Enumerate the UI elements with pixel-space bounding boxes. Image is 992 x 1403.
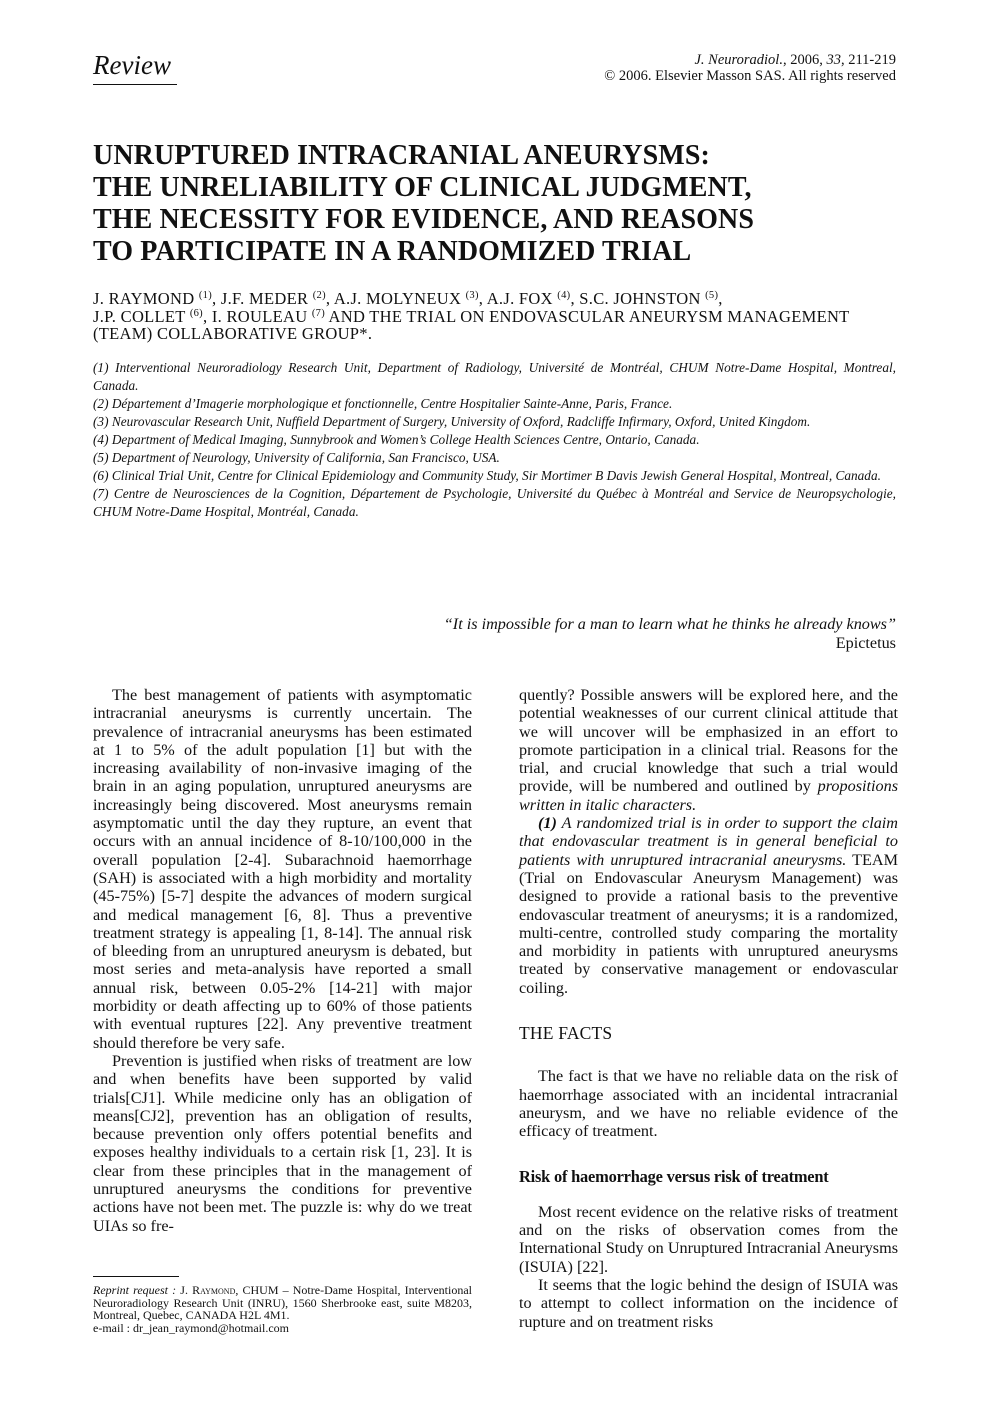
title-line: THE UNRELIABILITY OF CLINICAL JUDGMENT,: [93, 172, 752, 203]
footnote-address: , CHUM – Notre-Dame Hospital, Interventional Neuroradiology Research Unit (INRU), 1560 Sherbrooke east, suite M8203, Montreal, Quebec, CANADA H2L 4M1.: [93, 1283, 472, 1323]
affiliation: (2) Département d’Imagerie morphologique et fonctionnelle, Centre Hospitalier Sainte-Anne, Paris, France.: [93, 396, 673, 411]
author: J.P. COLLET: [93, 306, 186, 326]
journal-pages: , 211-219: [840, 52, 896, 68]
proposition-text: A randomized trial is in order to support the claim that endovascular treatment is in general beneficial to patients with unruptured intracranial aneurysms.: [519, 814, 898, 869]
title-line: UNRUPTURED INTRACRANIAL ANEURYSMS:: [93, 140, 710, 171]
body-paragraph: [519, 686, 898, 814]
author: , S.C. JOHNSTON: [570, 289, 701, 308]
footnote-divider: [93, 1276, 179, 1277]
footnote-label: Reprint request :: [93, 1283, 181, 1297]
author-separator: ,: [718, 289, 723, 308]
body-column-left: [93, 686, 472, 1235]
journal-volume: 33: [826, 52, 841, 68]
affiliation-marker: (4): [557, 290, 571, 301]
section-label: Review: [93, 50, 171, 80]
journal-year: , 2006,: [782, 52, 827, 68]
affiliation: (7) Centre de Neurosciences de la Cognition, Département de Psychologie, Université du Québec à Montréal and Service de Neuropsychologie, CHUM Notre-Dame Hospital, Montréal, Canada.: [93, 486, 896, 519]
title-line: TO PARTICIPATE IN A RANDOMIZED TRIAL: [93, 236, 692, 267]
body-column-right: [519, 686, 898, 1331]
affiliation: (5) Department of Neurology, University of California, San Francisco, USA.: [93, 450, 500, 465]
affiliation-marker: (3): [465, 290, 479, 301]
footnote-author: J. Raymond: [180, 1283, 236, 1297]
collaborative-group: AND THE TRIAL ON ENDOVASCULAR ANEURYSM MANAGEMENT (TEAM) COLLABORATIVE GROUP*.: [93, 306, 850, 344]
body-paragraph: Prevention is justified when risks of treatment are low and when benefits have been supported by valid trials[CJ1]. While medicine only has an obligation of means[CJ2], prevention has an obligation of results, because prevention only offers potential benefits and exposes healthy individuals to a certain risk [1, 23]. It is clear from these principles that in the management of unruptured aneurysms the conditions for preventive actions have not been met. The puzzle is: why do we treat UIAs so fre-: [93, 1051, 472, 1235]
affiliation: (4) Department of Medical Imaging, Sunnybrook and Women’s College Health Sciences Centre, Ontario, Canada.: [93, 432, 700, 447]
article-title: [93, 140, 893, 268]
body-paragraph: It seems that the logic behind the design of ISUIA was to attempt to collect information on the incidence of rupture and on treatment risks: [519, 1276, 898, 1331]
paragraph-text: quently? Possible answers will be explored here, and the potential weaknesses of our current clinical attitude that we will uncover will be emphasized in an effort to promote participation in a clinical trial. Reasons for the trial, and crucial knowledge that such a trial would provide, will be numbered and outlined by: [519, 686, 898, 796]
author: , I. ROULEAU: [202, 306, 308, 326]
affiliation-marker: (5): [705, 290, 719, 301]
section-underline: [93, 84, 177, 85]
body-paragraph: Most recent evidence on the relative risks of treatment and on the risks of observation comes from the International Study on Unruptured Intracranial Aneurysms (ISUIA) [22].: [519, 1202, 898, 1276]
epigraph-author: Epictetus: [835, 634, 896, 652]
affiliation-marker: (6): [189, 307, 203, 319]
title-line: THE NECESSITY FOR EVIDENCE, AND REASONS: [93, 204, 755, 235]
journal-name: J. Neuroradiol.: [694, 52, 783, 68]
paragraph-text: TEAM (Trial on Endovascular Aneurysm Management) was designed to provide a rational basis to the preventive endovascular treatment of aneurysms; it is a randomized, multi-centre, controlled study comparing the mortality and morbidity in patients with unruptured aneurysms treated by conservative management or endovascular coiling.: [519, 850, 898, 997]
paragraph-emphasis: propositions written in italic characters.: [519, 777, 898, 814]
affiliations: [93, 359, 896, 521]
copyright-line: © 2006. Elsevier Masson SAS. All rights reserved: [604, 68, 896, 84]
body-paragraph: The best management of patients with asymptomatic intracranial aneurysms is currently uncertain. The prevalence of intracranial aneurysms has been estimated at 1 to 5% of the adult population [1] but with the increasing availability of non-invasive imaging of the brain in an aging population, unruptured aneurysms are increasingly being discovered. Most aneurysms remain asymptomatic until the day they rupture, an event that occurs with an annual incidence of 8-10/100,000 in the overall population [2-4]. Subarachnoid haemorrhage (SAH) is associated with a high morbidity and mortality (45-75%) [5-7] despite the advances of modern surgical and medical management [6, 8]. Thus a preventive treatment strategy is appealing [1, 8-14]. The annual risk of bleeding from an unruptured aneurysm is debated, but most series and meta-analysis have reported a small annual risk, between 0.05-2% [14-21] with major morbidity or death affecting up to 60% of those patients with eventual ruptures [22]. Any preventive treatment should therefore be very safe.: [93, 686, 472, 1052]
proposition-paragraph: [519, 814, 898, 997]
journal-reference: [604, 52, 896, 68]
proposition-number: (1): [538, 814, 557, 833]
reprint-footnote: [93, 1284, 472, 1334]
affiliation: (1) Interventional Neuroradiology Research Unit, Department of Radiology, Université de Montréal, CHUM Notre-Dame Hospital, Montreal, Canada.: [93, 360, 896, 393]
author: , A.J. FOX: [478, 289, 553, 308]
epigraph-quote: “It is impossible for a man to learn what he thinks he already knows”: [443, 615, 896, 633]
section-heading: THE FACTS: [519, 1023, 613, 1044]
journal-citation: [604, 52, 896, 84]
author: , J.F. MEDER: [212, 289, 309, 308]
footnote-email[interactable]: e-mail : dr_jean_raymond@hotmail.com: [93, 1320, 289, 1335]
author: J. RAYMOND: [93, 289, 195, 308]
affiliation: (6) Clinical Trial Unit, Centre for Clinical Epidemiology and Community Study, Sir Mortimer B Davis Jewish General Hospital, Montreal, Canada.: [93, 468, 881, 483]
affiliation-marker: (1): [198, 290, 213, 301]
subsection-heading: Risk of haemorrhage versus risk of treatment: [519, 1166, 829, 1186]
author-list: [93, 290, 899, 343]
affiliation-marker: (2): [312, 290, 326, 301]
epigraph: [444, 615, 896, 653]
affiliation: (3) Neurovascular Research Unit, Nuffield Department of Surgery, University of Oxford, Radcliffe Infirmary, Oxford, United Kingdom.: [93, 414, 811, 429]
affiliation-marker: (7): [311, 307, 325, 319]
author: , A.J. MOLYNEUX: [325, 289, 462, 308]
body-paragraph: The fact is that we have no reliable data on the risk of haemorrhage associated with an incidental intracranial aneurysm, and we have no reliable evidence of the efficacy of treatment.: [519, 1067, 898, 1141]
